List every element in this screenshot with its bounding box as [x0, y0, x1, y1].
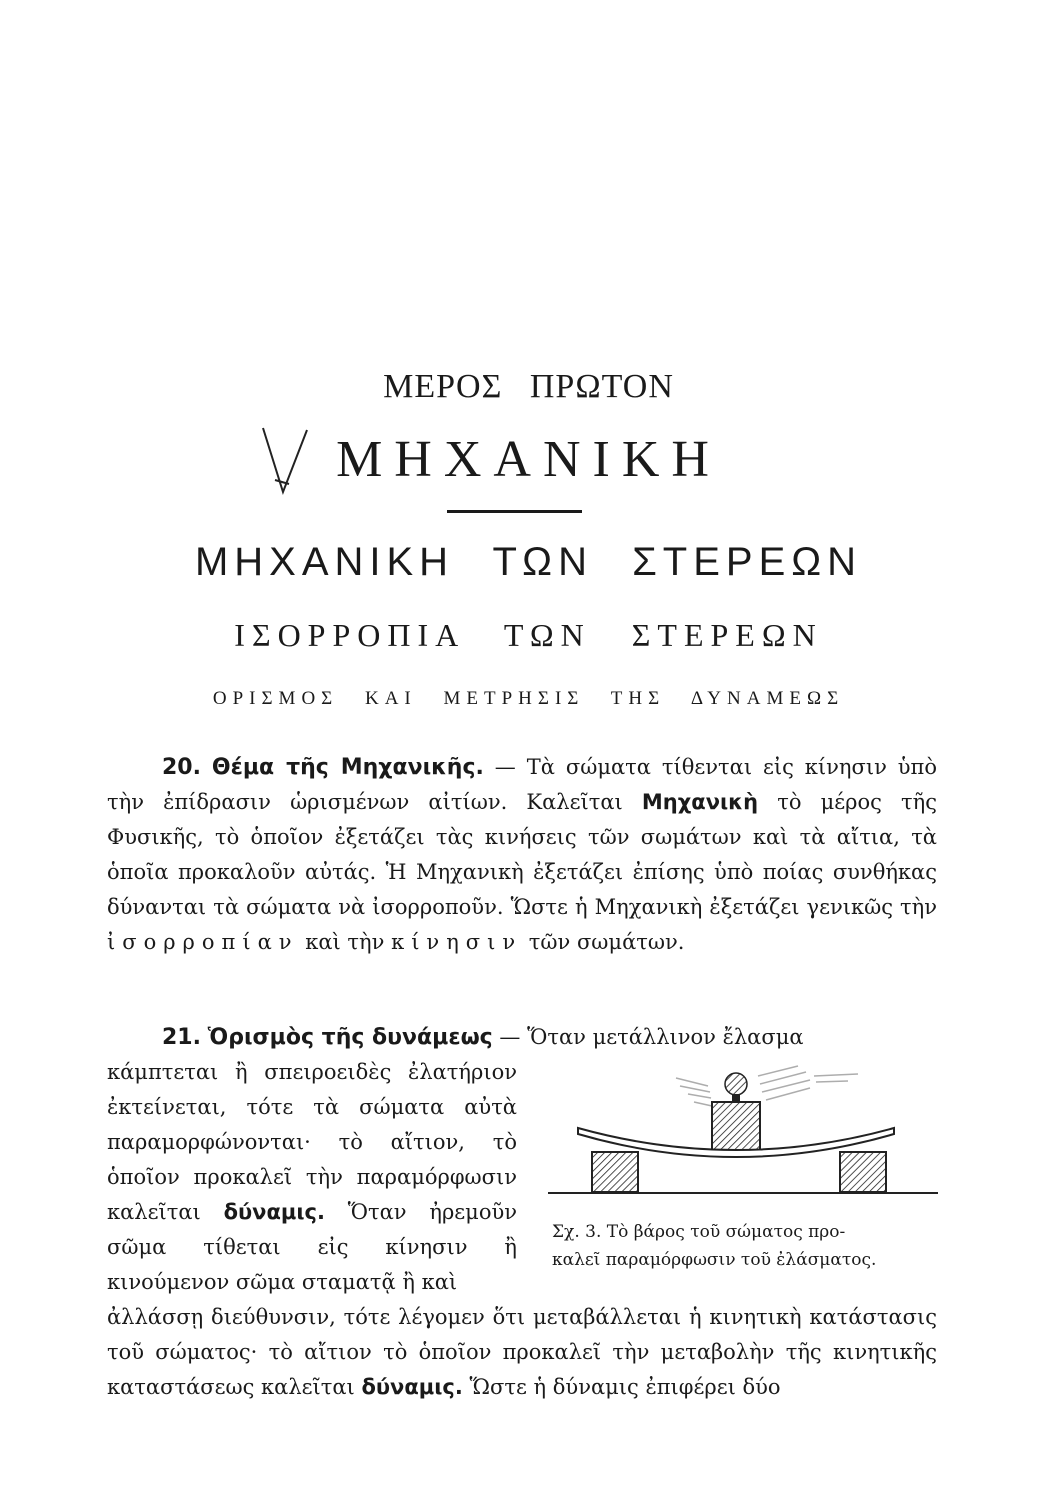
main-title: ΜΗΧΑΝΙΚΗ [336, 431, 721, 488]
section-20-spaced-motion: κίνησιν [391, 930, 523, 954]
right-support [840, 1152, 886, 1192]
left-support [592, 1152, 638, 1192]
caption-line-1: Σχ. 3. Τὸ βάρος τοῦ σώματος προ- [552, 1222, 846, 1242]
section-21-wrap-b: Ὅταν ἠρεμοῦν σῶμα τίθεται εἰς κίνησιν ἢ κινούμενον σῶμα σταματᾷ ἢ καὶ [107, 1200, 517, 1294]
section-21-bold-force-2: δύναμις. [361, 1375, 463, 1399]
main-title-wrap [0, 430, 1057, 489]
section-21-wrap-a: κάμπτεται ἢ σπειροειδὲς ἐλατήριον ἐκτείνεται, τότε τὰ σώματα αὐτὰ παραμορφώνονται· τὸ αἴτιον, τὸ ὁποῖον προκαλεῖ τὴν παραμόρφωσιν καλεῖται [107, 1060, 517, 1224]
section-21-tail-text [107, 1300, 937, 1405]
section-20-text-a: — Τὰ σώματα τίθενται εἰς κίνησιν ὑπὸ τὴν ἐπίδρασιν ὡρισμένων αἰτίων. Καλεῖται [107, 755, 937, 814]
section-21-wrapped-text [107, 1055, 517, 1300]
section-20-bold-mechanics: Μηχανικὴ [641, 790, 759, 814]
subtitle-mechanics-of-solids: ΜΗΧΑΝΙΚΗ ΤΩΝ ΣΤΕΡΕΩΝ [194, 540, 863, 584]
section-20-text-c: καὶ τὴν [298, 930, 392, 954]
section-20-spaced-equilibrium: ἰσορροπίαν [107, 930, 299, 954]
section-21-lead: — Ὅταν μετάλλινον ἔλασμα [492, 1025, 804, 1049]
subtitle-force-definition: ΟΡΙΣΜΟΣ ΚΑΙ ΜΕΤΡΗΣΙΣ ΤΗΣ ΔΥΝΑΜΕΩΣ [212, 688, 845, 709]
section-21-heading-line [107, 1020, 937, 1055]
weight-neck [732, 1094, 740, 1102]
figure-bending-plate [548, 1060, 938, 1200]
title-rule [447, 510, 582, 513]
motion-streaks-left [676, 1078, 712, 1106]
part-title: ΜΕΡΟΣ ΠΡΩΤΟΝ [383, 368, 674, 405]
weight-block [712, 1102, 760, 1152]
section-21-bold-force-1: δύναμις. [223, 1200, 325, 1224]
section-20-title: Θέμα τῆς Μηχανικῆς. [211, 755, 484, 780]
section-20-text-b: τὸ μέρος τῆς Φυσικῆς, τὸ ὁποῖον ἐξετάζει τὰς κινήσεις τῶν σωμάτων καὶ τὰ αἴτια, τὰ ὁποῖα προκαλοῦν αὐτάς. Ἡ Μηχανικὴ ἐξετάζει ἐπίσης ὑπὸ ποίας συνθήκας δύνανται τὰ σώματα νὰ ἰσορροποῦν. Ὥστε ἡ Μηχανικὴ ἐξετάζει γενικῶς τὴν [107, 790, 937, 919]
caption-line-2: καλεῖ παραμόρφωσιν τοῦ ἐλάσματος. [552, 1250, 877, 1270]
section-21-title: Ὁρισμὸς τῆς δυνάμεως [207, 1025, 493, 1050]
subtitle-equilibrium: ΙΣΟΡΡΟΠΙΑ ΤΩΝ ΣΤΕΡΕΩΝ [234, 617, 823, 653]
motion-streaks-right [758, 1066, 858, 1100]
section-20-paragraph [107, 750, 937, 960]
section-21-tail-b: Ὥστε ἡ δύναμις ἐπιφέρει δύο [462, 1375, 781, 1399]
section-20-number: 20. [162, 755, 201, 780]
section-21-tail-a: ἀλλάσσῃ διεύθυνσιν, τότε λέγομεν ὅτι μεταβάλλεται ἡ κινητικὴ κατάστασις τοῦ σώματος· τὸ αἴτιον τὸ ὁποῖον προκαλεῖ τὴν μεταβολὴν τῆς κινητικῆς καταστάσεως καλεῖται [107, 1305, 937, 1399]
weight-knob [725, 1073, 747, 1095]
figure-caption [548, 1218, 942, 1274]
section-21-number: 21. [162, 1025, 201, 1050]
section-20-text-d: τῶν σωμάτων. [522, 930, 685, 954]
